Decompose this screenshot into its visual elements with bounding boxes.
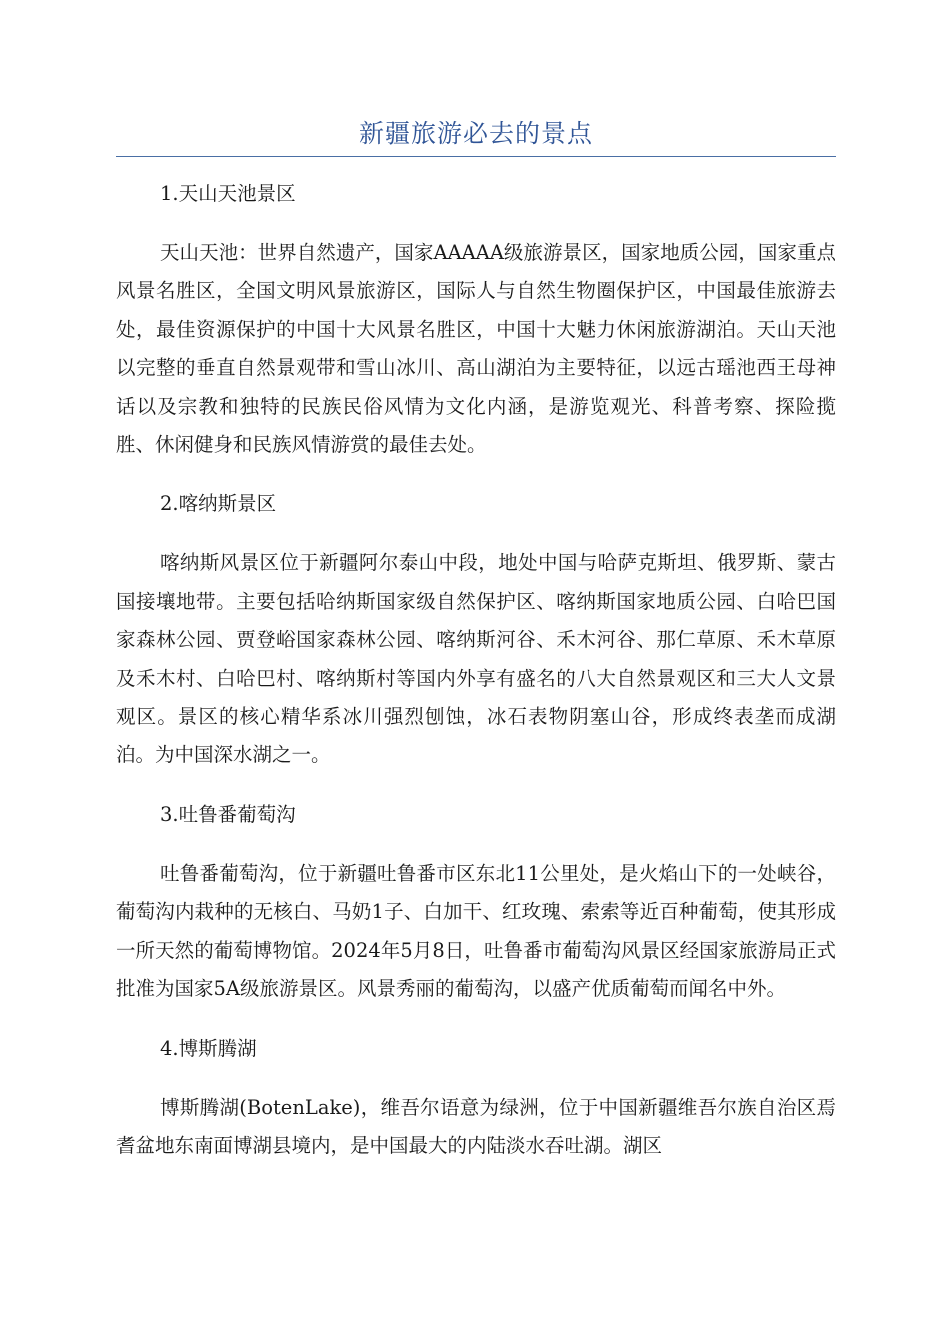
section-bosten-lake bbox=[116, 1030, 836, 1166]
section-tianchi bbox=[116, 175, 836, 485]
section-paragraph: 博斯腾湖(BotenLake)，维吾尔语意为绿洲，位于中国新疆维吾尔族自治区焉耆盆地东南面博湖县境内，是中国最大的内陆淡水吞吐湖。湖区 bbox=[116, 1095, 836, 1157]
section-heading: 3.吐鲁番葡萄沟 bbox=[160, 802, 296, 826]
document-body bbox=[116, 175, 836, 1165]
section-heading: 4.博斯腾湖 bbox=[160, 1036, 257, 1060]
section-paragraph: 吐鲁番葡萄沟，位于新疆吐鲁番市区东北11公里处，是火焰山下的一处峡谷，葡萄沟内栽种的无核白、马奶1子、白加干、红玫瑰、索索等近百种葡萄，使其形成一所天然的葡萄博物馆。2024年5月8日，吐鲁番市葡萄沟风景区经国家旅游局正式批准为国家5A级旅游景区。风景秀丽的葡萄沟，以盛产优质葡萄而闻名中外。 bbox=[116, 861, 836, 1001]
section-heading: 2.喀纳斯景区 bbox=[160, 492, 277, 516]
title-block bbox=[116, 112, 836, 157]
section-heading: 1.天山天池景区 bbox=[160, 182, 296, 205]
section-grape-valley bbox=[116, 796, 836, 1030]
page-title: 新疆旅游必去的景点 bbox=[358, 119, 593, 148]
section-kanas bbox=[116, 485, 836, 795]
section-paragraph: 天山天池：世界自然遗产，国家AAAAA级旅游景区，国家地质公园，国家重点风景名胜区，全国文明风景旅游区，国际人与自然生物圈保护区，中国最佳旅游去处，最佳资源保护的中国十大风景名胜区，中国十大魅力休闲旅游湖泊。天山天池以完整的垂直自然景观带和雪山冰川、高山湖泊为主要特征，以远古瑶池西王母神话以及宗教和独特的民族民俗风情为文化内涵，是游览观光、科普考察、探险揽胜、休闲健身和民族风情游赏的最佳去处。 bbox=[116, 241, 836, 457]
section-paragraph: 喀纳斯风景区位于新疆阿尔泰山中段，地处中国与哈萨克斯坦、俄罗斯、蒙古国接壤地带。主要包括哈纳斯国家级自然保护区、喀纳斯国家地质公园、白哈巴国家森林公园、贾登峪国家森林公园、喀纳斯河谷、禾木河谷、那仁草原、禾木草原及禾木村、白哈巴村、喀纳斯村等国内外享有盛名的八大自然景观区和三大人文景观区。景区的核心精华系冰川强烈刨蚀，冰石表物阴塞山谷，形成终表垄而成湖泊。为中国深水湖之一。 bbox=[116, 551, 836, 767]
